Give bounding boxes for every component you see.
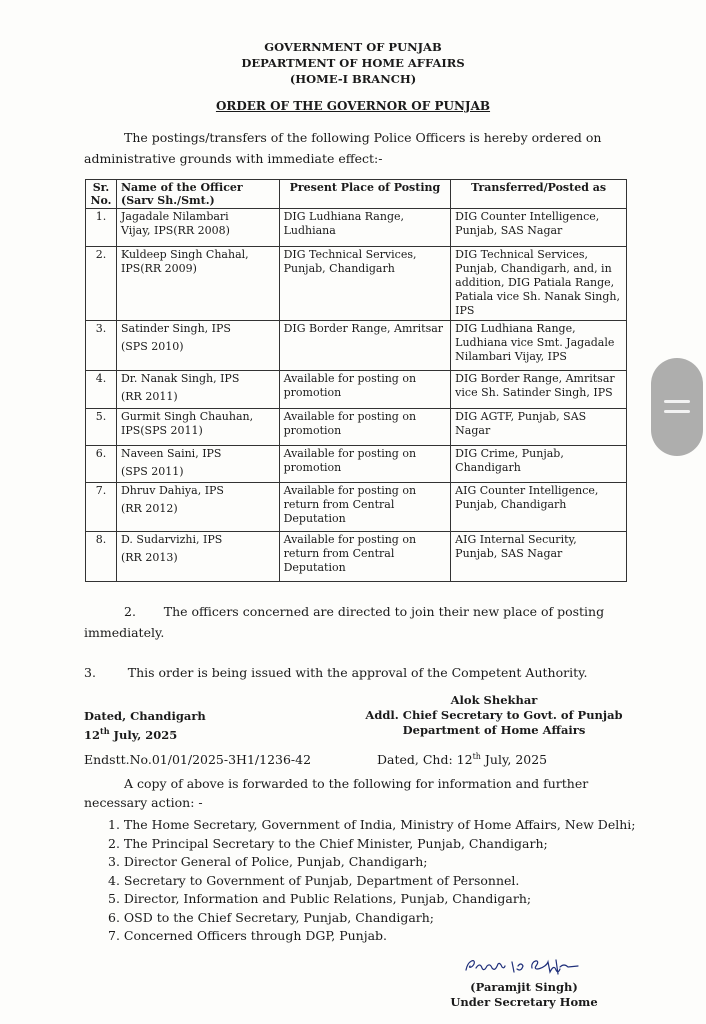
list-item: 7. Concerned Officers through DGP, Punjab.	[108, 928, 388, 943]
cell-transferred-posting: DIG Border Range, Amritsar vice Sh. Satinder Singh, IPS	[451, 371, 627, 409]
para2-number: 2.	[124, 604, 136, 619]
endorsement-date-rest: July, 2025	[480, 752, 548, 768]
cell-sr: 4.	[86, 371, 117, 409]
list-item: 4. Secretary to Government of Punjab, Department of Personnel.	[108, 872, 520, 888]
scroll-handle[interactable]	[651, 358, 703, 456]
list-item: 6. OSD to the Chief Secretary, Punjab, Chandigarh;	[108, 909, 435, 925]
cell-present-posting: DIG Technical Services, Punjab, Chandigarh	[279, 247, 451, 321]
table-row	[86, 371, 627, 409]
cell-transferred-posting: DIG Counter Intelligence, Punjab, SAS Nagar	[451, 209, 627, 247]
endorsement-number: Endstt.No.01/01/2025-3H1/1236-42	[84, 752, 312, 767]
cell-sr: 3.	[86, 321, 117, 371]
cell-transferred-posting: DIG AGTF, Punjab, SAS Nagar	[451, 409, 627, 446]
cell-present-posting: Available for posting on promotion	[279, 409, 451, 446]
signatory-block	[359, 693, 629, 738]
header-government: GOVERNMENT OF PUNJAB	[264, 40, 442, 54]
officer-service: IPS(SPS 2011)	[120, 424, 203, 437]
signatory-department: Department of Home Affairs	[402, 723, 586, 737]
officer-service: Vijay, IPS(RR 2008)	[120, 224, 230, 237]
cell-name	[116, 409, 279, 446]
undersecretary-designation: Under Secretary Home	[450, 995, 598, 1009]
cell-sr: 7.	[86, 483, 117, 532]
order-title: ORDER OF THE GOVERNOR OF PUNJAB	[215, 99, 491, 113]
table-row	[86, 247, 627, 321]
officer-name: Dhruv Dahiya, IPS	[120, 484, 224, 497]
undersecretary-name: (Paramjit Singh)	[470, 980, 578, 994]
officer-name: Gurmit Singh Chauhan,	[120, 410, 254, 423]
endorsement-date-prefix: Dated, Chd: 12	[377, 752, 473, 768]
intro-paragraph	[84, 127, 628, 169]
cell-present-posting: DIG Ludhiana Range, Ludhiana	[279, 209, 451, 247]
cell-sr: 2.	[86, 247, 117, 321]
dated-month-year: July, 2025	[109, 727, 178, 742]
signatory-name: Alok Shekhar	[450, 693, 538, 707]
transfer-table	[85, 179, 627, 582]
cell-transferred-posting: DIG Technical Services, Punjab, Chandigarh, and, in addition, DIG Patiala Range, Patiala vice Sh. Nanak Singh, IPS	[451, 247, 627, 321]
cell-name	[116, 209, 279, 247]
list-item: 1. The Home Secretary, Government of India, Ministry of Home Affairs, New Delhi;	[108, 817, 636, 832]
para2-line-1: The officers concerned are directed to join their new place of posting	[163, 604, 605, 619]
cell-present-posting: Available for posting on return from Central Deputation	[279, 532, 451, 582]
dated-place: Dated, Chandigarh	[84, 709, 206, 723]
list-item: 5. Director, Information and Public Relations, Punjab, Chandigarh;	[108, 891, 532, 906]
cell-name	[116, 371, 279, 409]
officer-name: Satinder Singh, IPS	[120, 322, 231, 335]
undersecretary-block	[444, 980, 604, 1010]
cell-sr: 6.	[86, 446, 117, 483]
officer-service: (SPS 2011)	[120, 465, 184, 478]
table-row	[86, 321, 627, 371]
paragraph-2	[84, 601, 628, 643]
para3-text: This order is being issued with the approval of the Competent Authority.	[127, 665, 588, 680]
copy-line-2: necessary action: -	[84, 795, 203, 810]
table-row	[86, 483, 627, 532]
officer-name: Kuldeep Singh Chahal,	[120, 248, 249, 261]
dated-date	[84, 724, 206, 743]
officer-name: D. Sudarvizhi, IPS	[120, 533, 223, 546]
signatory-designation: Addl. Chief Secretary to Govt. of Punjab	[365, 708, 623, 722]
cell-name	[116, 446, 279, 483]
intro-line-1: The postings/transfers of the following Police Officers is hereby ordered on	[124, 130, 602, 145]
cell-sr: 5.	[86, 409, 117, 446]
officer-name: Jagadale Nilambari	[120, 210, 229, 223]
list-item: 2. The Principal Secretary to the Chief Minister, Punjab, Chandigarh;	[108, 835, 548, 851]
dated-suffix: th	[100, 726, 110, 736]
cell-present-posting: DIG Border Range, Amritsar	[279, 321, 451, 371]
para2-line-2: immediately.	[84, 625, 165, 640]
cell-transferred-posting: AIG Internal Security, Punjab, SAS Nagar	[451, 532, 627, 582]
distribution-list	[108, 816, 638, 946]
table-row	[86, 446, 627, 483]
cell-transferred-posting: DIG Ludhiana Range, Ludhiana vice Smt. Jagadale Nilambari Vijay, IPS	[451, 321, 627, 371]
para3-number: 3.	[84, 665, 96, 680]
endorsement-date	[377, 752, 547, 767]
cell-name	[116, 532, 279, 582]
table-row	[86, 532, 627, 582]
handwritten-signature	[462, 954, 592, 978]
col-name-line2: (Sarv Sh./Smt.)	[120, 194, 215, 207]
cell-sr: 8.	[86, 532, 117, 582]
intro-line-2: administrative grounds with immediate effect:-	[84, 151, 383, 166]
cell-sr: 1.	[86, 209, 117, 247]
cell-name	[116, 321, 279, 371]
table-body	[86, 209, 627, 582]
officer-name: Dr. Nanak Singh, IPS	[120, 372, 240, 385]
cell-name	[116, 247, 279, 321]
col-name-header	[116, 180, 279, 209]
cell-transferred-posting: DIG Crime, Punjab, Chandigarh	[451, 446, 627, 483]
col-name-line1: Name of the Officer	[120, 181, 243, 194]
cell-transferred-posting: AIG Counter Intelligence, Punjab, Chandigarh	[451, 483, 627, 532]
cell-present-posting: Available for posting on promotion	[279, 446, 451, 483]
table-header-row	[86, 180, 627, 209]
officer-service: IPS(RR 2009)	[120, 262, 197, 275]
col-sr-line1: Sr.	[92, 181, 110, 194]
officer-service: (RR 2012)	[120, 502, 178, 515]
officer-name: Naveen Saini, IPS	[120, 447, 222, 460]
table-row	[86, 409, 627, 446]
col-sr-header	[86, 180, 117, 209]
dated-day: 12	[84, 727, 101, 742]
copy-paragraph	[84, 774, 628, 812]
col-present-header: Present Place of Posting	[279, 180, 451, 209]
dated-block	[84, 709, 206, 743]
paragraph-3	[84, 662, 628, 683]
col-transferred-header: Transferred/Posted as	[451, 180, 627, 209]
header-department: DEPARTMENT OF HOME AFFAIRS	[241, 56, 465, 70]
cell-name	[116, 483, 279, 532]
cell-present-posting: Available for posting on promotion	[279, 371, 451, 409]
copy-line-1: A copy of above is forwarded to the following for information and further	[124, 776, 589, 791]
officer-service: (RR 2011)	[120, 390, 178, 403]
list-item: 3. Director General of Police, Punjab, Chandigarh;	[108, 854, 428, 869]
officer-service: (RR 2013)	[120, 551, 178, 564]
table-row	[86, 209, 627, 247]
endorsement-date-suffix: th	[472, 752, 481, 761]
cell-present-posting: Available for posting on return from Central Deputation	[279, 483, 451, 532]
col-sr-line2: No.	[90, 194, 112, 207]
officer-service: (SPS 2010)	[120, 340, 184, 353]
header-branch: (HOME-I BRANCH)	[289, 72, 417, 86]
